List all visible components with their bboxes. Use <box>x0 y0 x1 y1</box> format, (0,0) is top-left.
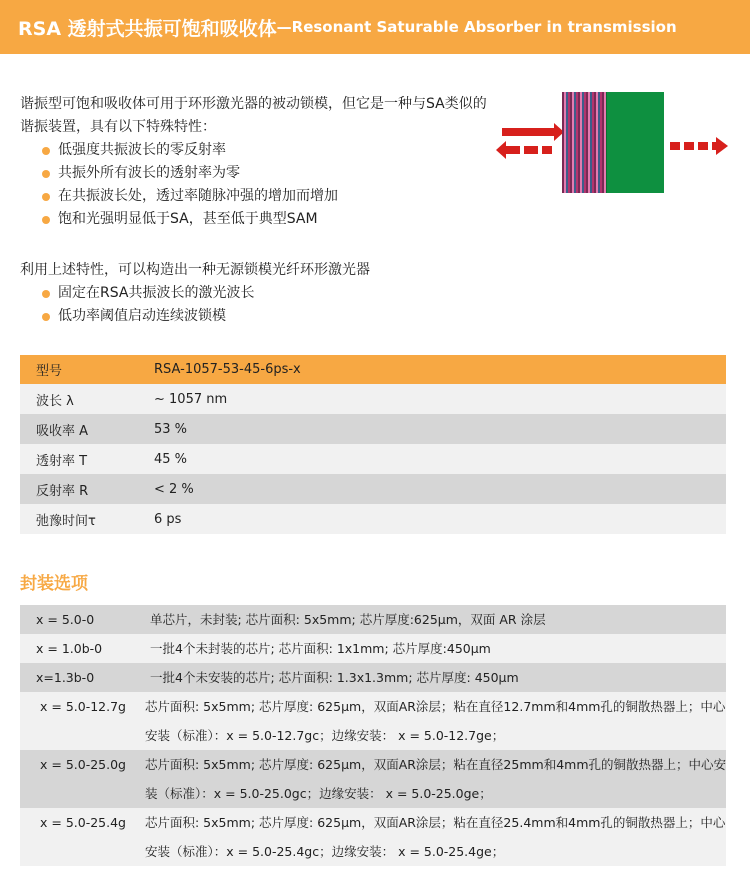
packaging-value: 芯片面积: 5x5mm; 芯片厚度: 625µm，双面AR涂层；粘在直径25mm和4mm孔的铜散热器上；中心安装（标准）：x = 5.0-25.0gc；边缘安装： x = 5.0-25.0ge； <box>145 750 726 808</box>
spec-row <box>20 474 726 504</box>
feature-item: 在共振波长处，透过率随脉冲强的增加而增加 <box>42 185 490 208</box>
packaging-row <box>20 605 726 634</box>
feature-item: 低强度共振波长的零反射率 <box>42 139 490 162</box>
intro-paragraph: 谐振型可饱和吸收体可用于环形激光器的被动锁模，但它是一种与SA类似的谐振装置，具有以下特殊特性： <box>20 96 487 135</box>
packaging-row <box>20 692 726 750</box>
packaging-row <box>20 634 726 663</box>
rsa-transmission-diagram-icon <box>498 92 730 196</box>
spec-row <box>20 384 726 414</box>
packaging-value: 一批4个未安装的芯片; 芯片面积: 1.3x1.3mm; 芯片厚度: 450µm <box>145 663 726 692</box>
spec-value: 45 % <box>154 444 726 474</box>
packaging-key: x = 1.0b-0 <box>20 634 145 663</box>
packaging-title: 封装选项 <box>20 574 88 594</box>
packaging-value: 芯片面积: 5x5mm; 芯片厚度: 625µm，双面AR涂层；粘在直径25.4mm和4mm孔的铜散热器上；中心安装（标准）：x = 5.0-25.4gc；边缘安装： x = 5.0-25.4ge； <box>145 808 726 866</box>
reflected-arrow-icon <box>506 146 552 154</box>
usage-item: 固定在RSA共振波长的激光波长 <box>42 282 490 305</box>
spec-key: 波长 λ <box>20 384 154 414</box>
packaging-row <box>20 663 726 692</box>
usage-paragraph: 利用上述特性，可以构造出一种无源锁模光纤环形激光器 <box>20 262 370 278</box>
packaging-key: x = 5.0-12.7g <box>20 692 145 750</box>
title-cn: RSA 透射式共振可饱和吸收体 <box>18 17 277 40</box>
mirror-layers <box>562 92 606 193</box>
spec-header-value: RSA-1057-53-45-6ps-x <box>154 355 726 384</box>
usage-item: 低功率阈值启动连续波锁模 <box>42 305 490 328</box>
packaging-value: 芯片面积: 5x5mm; 芯片厚度: 625µm，双面AR涂层；粘在直径12.7mm和4mm孔的铜散热器上；中心安装（标准）：x = 5.0-12.7gc；边缘安装： x = 5.0-12.7ge； <box>145 692 726 750</box>
feature-list <box>42 139 490 231</box>
spec-key: 弛豫时间τ <box>20 504 154 534</box>
substrate <box>606 92 664 193</box>
packaging-row <box>20 808 726 866</box>
spec-row <box>20 414 726 444</box>
packaging-key: x = 5.0-0 <box>20 605 145 634</box>
spec-key: 透射率 T <box>20 444 154 474</box>
spec-value: 53 % <box>154 414 726 444</box>
packaging-row <box>20 750 726 808</box>
intro-section <box>20 93 490 231</box>
feature-item: 共振外所有波长的透射率为零 <box>42 162 490 185</box>
usage-list <box>42 282 490 328</box>
spec-value: < 2 % <box>154 474 726 504</box>
spec-key: 反射率 R <box>20 474 154 504</box>
spec-key: 吸收率 A <box>20 414 154 444</box>
packaging-key: x=1.3b-0 <box>20 663 145 692</box>
packaging-value: 一批4个未封装的芯片; 芯片面积: 1x1mm; 芯片厚度:450µm <box>145 634 726 663</box>
spec-header-key: 型号 <box>20 355 154 384</box>
spec-value: 6 ps <box>154 504 726 534</box>
chip-icon <box>562 92 664 193</box>
usage-section <box>20 259 490 328</box>
spec-table <box>20 355 726 534</box>
packaging-value: 单芯片，未封装; 芯片面积: 5x5mm; 芯片厚度:625µm，双面 AR 涂层 <box>145 605 726 634</box>
title-en: —Resonant Saturable Absorber in transmission <box>276 18 677 36</box>
spec-header-row <box>20 355 726 384</box>
feature-item: 饱和光强明显低于SA，甚至低于典型SAM <box>42 208 490 231</box>
packaging-table <box>20 605 726 866</box>
page-header <box>0 0 750 54</box>
spec-row <box>20 504 726 534</box>
packaging-key: x = 5.0-25.0g <box>20 750 145 808</box>
transmitted-arrow-icon <box>670 142 716 150</box>
spec-row <box>20 444 726 474</box>
spec-value: ~ 1057 nm <box>154 384 726 414</box>
incident-arrow-icon <box>502 128 556 136</box>
packaging-key: x = 5.0-25.4g <box>20 808 145 866</box>
